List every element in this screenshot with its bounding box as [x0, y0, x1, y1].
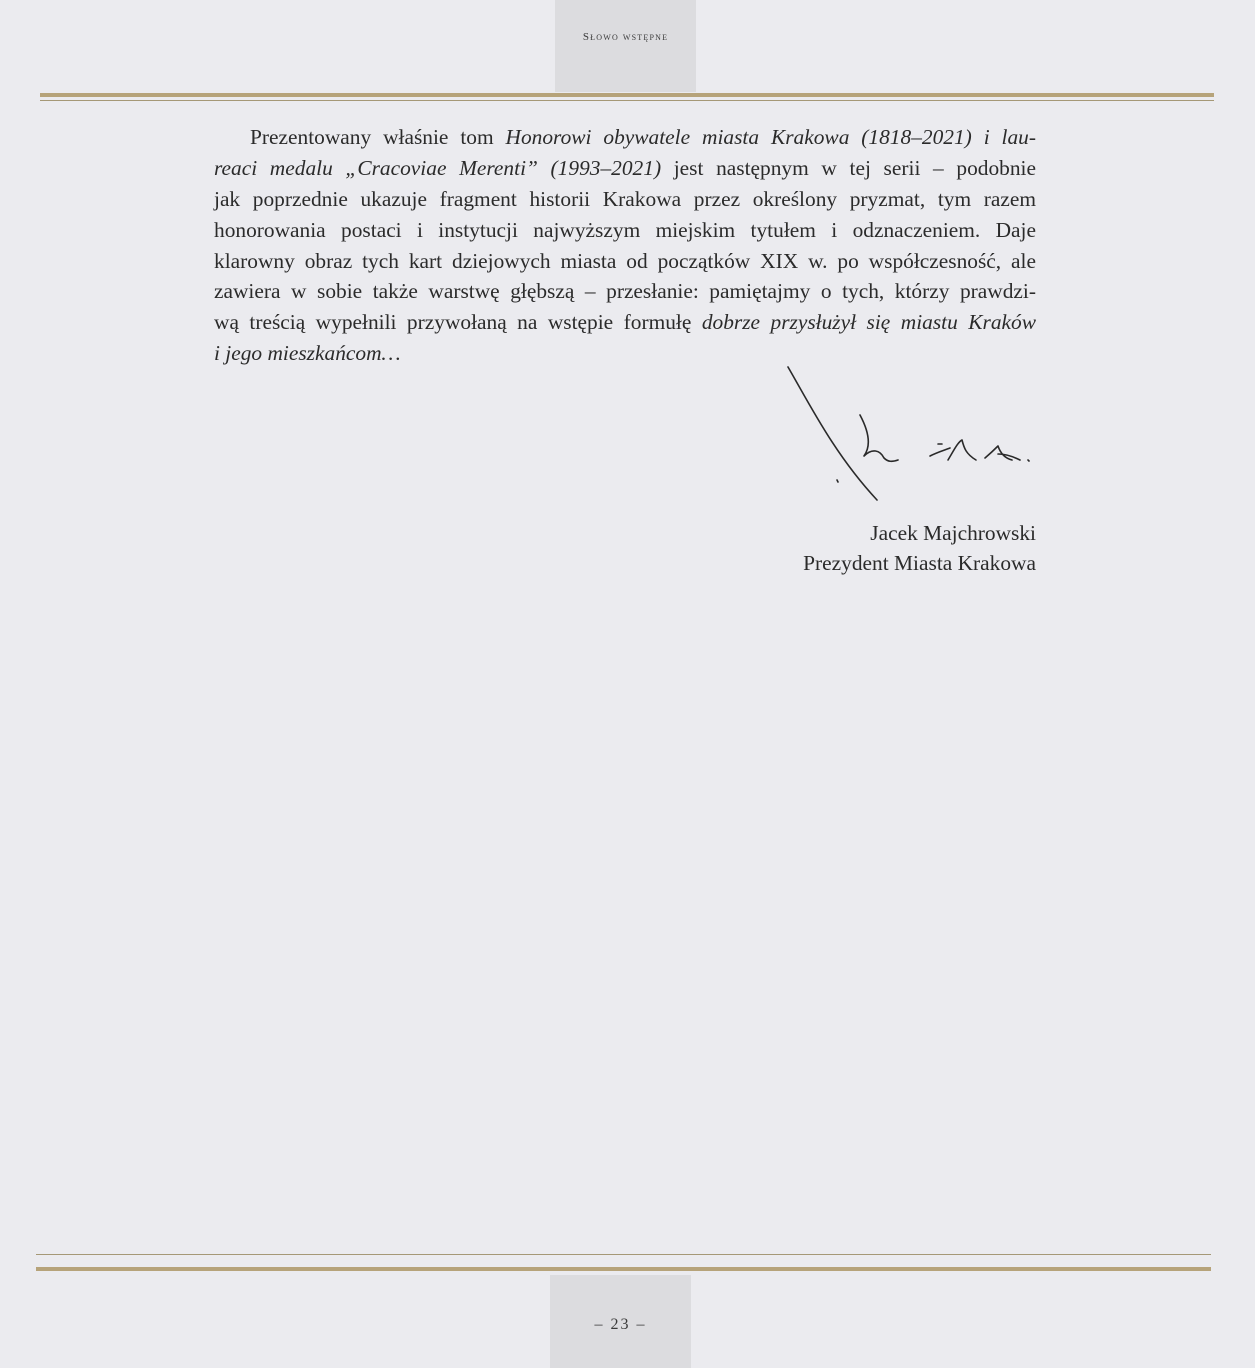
text-run: zawiera w sobie także warstwę głębszą – przesłanie: pamiętajmy o tych, którzy prawdzi-: [214, 279, 1036, 304]
italic-text: reaci medalu „Cracoviae Merenti” (1993–2021): [214, 155, 662, 180]
top-rule-thick: [40, 93, 1214, 97]
signatory-name: Jacek Majchrowski: [870, 521, 1036, 545]
paragraph-line: [214, 215, 1036, 246]
paragraph-line: [214, 184, 1036, 215]
paragraph-line: [214, 246, 1036, 277]
text-run: Prezentowany właśnie tom: [250, 125, 506, 149]
top-rule-thin: [40, 100, 1214, 101]
page-number: – 23 –: [594, 1316, 647, 1333]
paragraph-line: [214, 153, 1036, 184]
paragraph-line: [214, 276, 1036, 307]
header-band: [555, 0, 696, 92]
body-text: [214, 122, 1036, 369]
handwritten-signature: [780, 360, 1050, 510]
text-run: klarowny obraz tych kart dziejowych miasta od początków XIX w. po współczesność, ale: [214, 248, 1036, 273]
paragraph-line: [214, 307, 1036, 338]
bottom-rule-thick: [36, 1267, 1211, 1271]
running-head: Słowo wstępne: [582, 31, 669, 43]
text-run: wą treścią wypełnili przywołaną na wstępie formułę: [214, 310, 702, 335]
signatory-title: Prezydent Miasta Krakowa: [803, 551, 1036, 575]
italic-text: i jego mieszkańcom…: [214, 341, 401, 366]
text-run: honorowania postaci i instytucji najwyższym miejskim tytułem i odznaczeniem. Daje: [214, 217, 1036, 242]
italic-text: dobrze przysłużył się miastu Kraków: [701, 310, 1036, 335]
text-run: jak poprzednie ukazuje fragment historii Krakowa przez określony pryzmat, tym razem: [214, 186, 1036, 211]
italic-text: Honorowi obywatele miasta Krakowa (1818–2021) i lau-: [505, 125, 1036, 149]
paragraph-line: [214, 122, 1036, 153]
text-run: jest następnym w tej serii – podobnie: [661, 155, 1036, 180]
bottom-rule-thin: [36, 1254, 1211, 1255]
